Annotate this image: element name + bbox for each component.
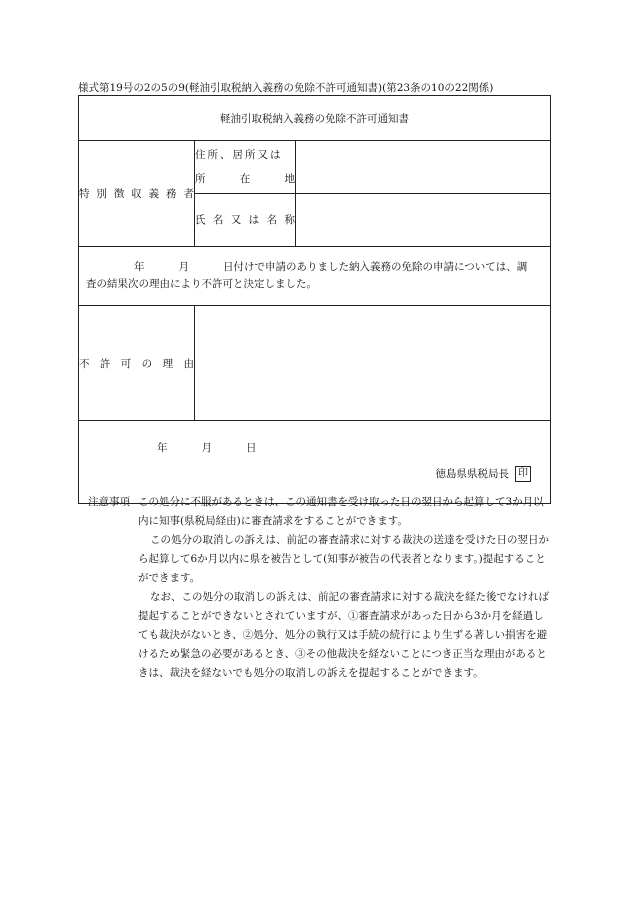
name-label-cell bbox=[195, 194, 296, 247]
notice-form bbox=[78, 95, 551, 504]
label-char: 可 bbox=[120, 357, 132, 370]
label-char: 者 bbox=[183, 188, 194, 200]
label-char: 特 bbox=[79, 188, 90, 200]
signature-cell bbox=[79, 421, 551, 504]
reason-label-cell bbox=[79, 306, 195, 421]
label-char: 別 bbox=[96, 188, 107, 200]
label-char: 名 bbox=[212, 214, 224, 226]
label-char: 在 bbox=[239, 173, 251, 185]
notes-section bbox=[88, 493, 550, 683]
address-field[interactable] bbox=[296, 141, 551, 194]
label-char: 又 bbox=[230, 214, 242, 226]
label-char: 許 bbox=[99, 357, 111, 370]
label-char: は bbox=[248, 214, 260, 226]
label-char: 所 bbox=[195, 173, 206, 185]
statement-text-1: 日付けで申請のありました納入義務の免除の申請については、調 bbox=[223, 261, 528, 273]
issue-day: 日 bbox=[246, 442, 257, 454]
label-char: 理 bbox=[162, 357, 174, 370]
reason-field[interactable] bbox=[195, 306, 551, 421]
note-item: この処分に不服があるときは、この通知書を受け取った日の翌日から起算して3か月以内に知事(県税局経由)に審査請求をすることができます。 bbox=[138, 496, 544, 527]
label-char: 義 bbox=[148, 188, 160, 200]
statement-year: 年 bbox=[134, 261, 145, 273]
issue-date bbox=[157, 440, 257, 455]
statement-cell bbox=[79, 247, 551, 306]
label-char: 地 bbox=[284, 173, 295, 185]
issuer-block bbox=[436, 466, 532, 482]
taxpayer-label bbox=[79, 186, 194, 201]
label-char: の bbox=[141, 357, 153, 370]
address-label-line1: 住所、居所又は bbox=[195, 149, 283, 161]
reason-label bbox=[79, 356, 194, 371]
label-char: 由 bbox=[183, 357, 194, 370]
issuer-name: 徳島県県税局長 bbox=[435, 468, 509, 480]
issue-month: 月 bbox=[201, 442, 212, 454]
name-label bbox=[195, 208, 295, 232]
label-char: 称 bbox=[284, 214, 295, 226]
note-item: この処分の取消しの訴えは、前記の審査請求に対する裁決の送達を受けた日の翌日から起算して6か月以内に県を被告として(知事が被告の代表者となります。)提起することができます。 bbox=[138, 534, 549, 584]
seal-mark: 印 bbox=[515, 466, 531, 482]
form-title: 軽油引取税納入義務の免除不許可通知書 bbox=[79, 96, 551, 141]
address-label-line2 bbox=[195, 167, 295, 191]
label-char: 徴 bbox=[113, 188, 125, 200]
label-char: 不 bbox=[79, 357, 90, 370]
label-char: 氏 bbox=[195, 214, 206, 226]
notes-heading: 注意事項 bbox=[88, 496, 130, 508]
label-char: 名 bbox=[266, 214, 278, 226]
statement-text-2: 査の結果次の理由により不許可と決定しました。 bbox=[86, 278, 317, 290]
taxpayer-label-cell bbox=[79, 141, 195, 247]
statement-month: 月 bbox=[178, 261, 189, 273]
notes-body bbox=[138, 493, 550, 683]
name-field[interactable] bbox=[296, 194, 551, 247]
label-char: 収 bbox=[131, 188, 142, 200]
issue-year: 年 bbox=[157, 442, 168, 454]
address-label-cell bbox=[195, 141, 296, 194]
form-caption: 様式第19号の2の5の9(軽油引取税納入義務の免除不許可通知書)(第23条の10の22関係) bbox=[78, 82, 494, 94]
note-item: なお、この処分の取消しの訴えは、前記の審査請求に対する裁決を経た後でなければ提起することができないとされていますが、①審査請求があった日から3か月を経過しても裁決がないとき、②処分、処分の執行又は手続の続行により生ずる著しい損害を避けるため緊急の必要があるとき、③その他裁決を経ないことにつき正当な理由があるときは、裁決を経ないでも処分の取消しの訴えを提起することができます。 bbox=[138, 591, 549, 679]
label-char: 務 bbox=[166, 188, 177, 200]
